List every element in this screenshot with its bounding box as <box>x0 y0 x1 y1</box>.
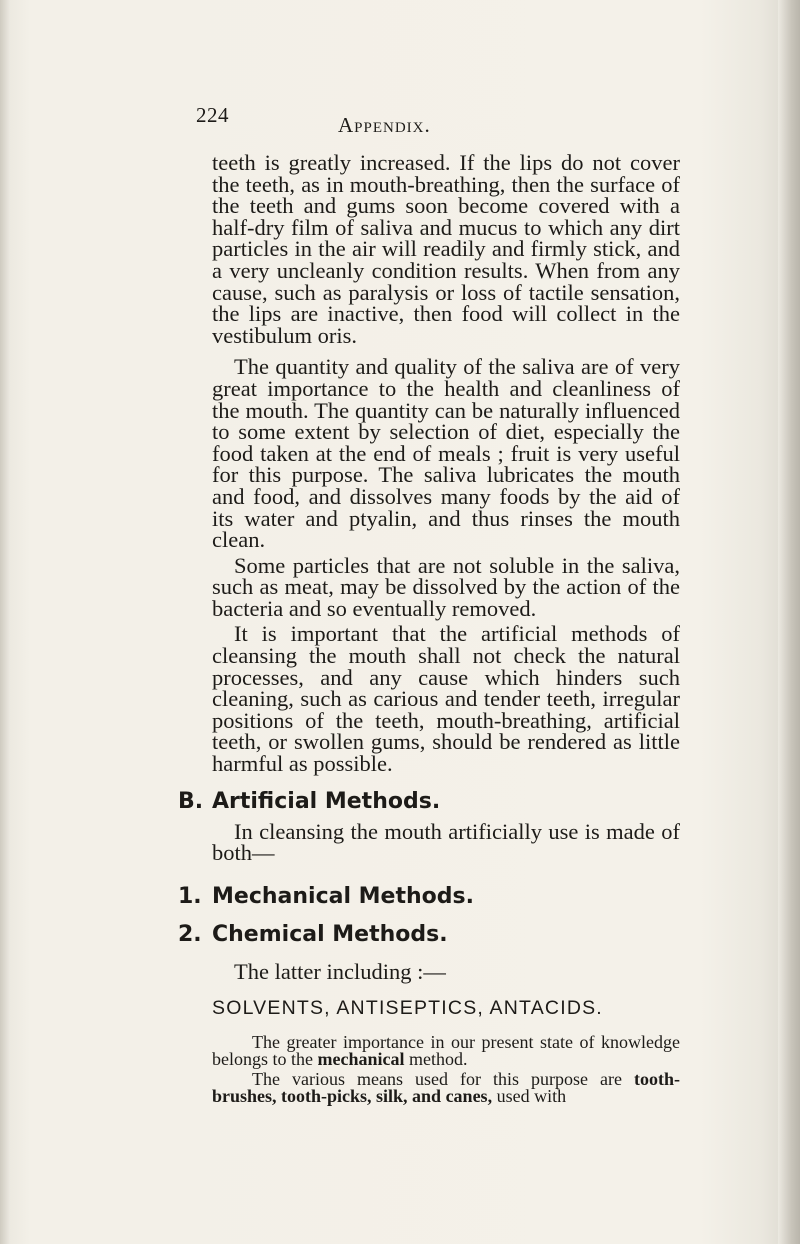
section-title: Artificial Methods. <box>212 788 441 814</box>
small-text: method. <box>404 1049 468 1070</box>
section-letter: B. <box>178 788 204 814</box>
paragraph-2: The quantity and quality of the saliva are of very great importance to the health and cleanliness of the mouth. The quantity can be naturally influenced to some extent by selection of diet, especially the food taken at the end of meals ; fruit is very useful for this purpose. The saliva lubricates the mouth and food, and dissolves many foods by the aid of its water and ptyalin, and thus rinses the mouth clean. <box>212 354 680 553</box>
binding-edge <box>0 0 10 1244</box>
list-item-number: 2. <box>178 921 202 947</box>
small-bold-text: tooth-brushes, tooth-picks, silk, and canes, <box>212 1068 680 1107</box>
paragraph-4: It is important that the artificial methods of cleansing the mouth shall not check the natural processes, and any cause which hinders such cleaning, such as carious and tender teeth, irregular positions of the teeth, mouth-breathing, artificial teeth, or swollen gums, should be rendered as little harmful as possible. <box>212 621 680 777</box>
paragraph-3: Some particles that are not soluble in the saliva, such as meat, may be dissolved by the action of the bacteria and so eventually removed. <box>212 552 680 621</box>
list-item-label: Mechanical Methods. <box>212 883 474 909</box>
small-text: The greater importance in our present state of knowledge belongs to the <box>212 1031 680 1070</box>
small-text: used with <box>492 1086 567 1107</box>
list-item-2 <box>178 922 680 948</box>
small-bold-text: mechanical <box>317 1049 405 1070</box>
solvents-antiseptics-line: SOLVENTS, ANTISEPTICS, ANTACIDS. <box>212 996 603 1019</box>
small-paragraph-1 <box>212 1031 680 1070</box>
running-head: Appendix. <box>338 113 431 137</box>
list-item-number: 1. <box>178 883 202 909</box>
small-paragraph-2 <box>212 1068 680 1107</box>
small-text: The various means used for this purpose are <box>252 1068 634 1089</box>
page-content <box>178 150 680 1108</box>
page-number: 224 <box>196 103 229 127</box>
section-b-intro: In cleansing the mouth artificially use is made of both— <box>212 818 680 866</box>
paragraph-1: teeth is greatly increased. If the lips do not cover the teeth, as in mouth-breathing, then the surface of the teeth and gums soon become covered with a half-dry film of saliva and mucus to which any dirt particles in the air will readily and firmly stick, and a very uncleanly condition results. When from any cause, such as paralysis or loss of tactile sensation, the lips are inactive, then food will collect in the vestibulum oris. <box>212 150 680 348</box>
latter-including-line: The latter including :— <box>234 958 446 984</box>
page-edge-shadow <box>778 0 800 1244</box>
list-item-label: Chemical Methods. <box>212 921 448 947</box>
section-heading-b <box>178 789 680 815</box>
list-item-1 <box>178 884 680 910</box>
